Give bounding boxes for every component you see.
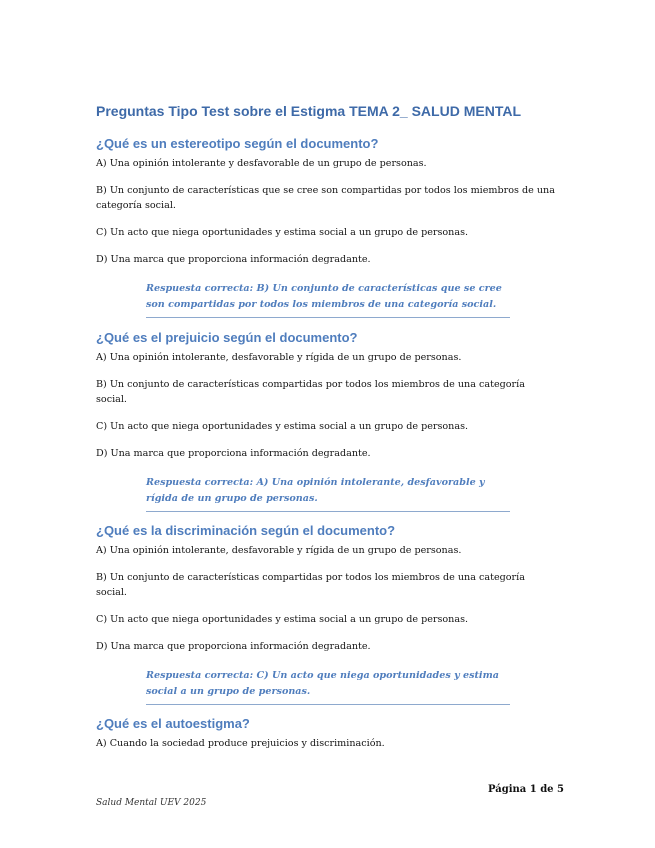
option-d: D) Una marca que proporciona información degradante. [96, 641, 371, 652]
correct-answer-text: Respuesta correcta: B) Un conjunto de características que se cree son compartidas por todos los miembros de una categoría social. [146, 283, 502, 310]
correct-answer-text: Respuesta correcta: A) Una opinión intolerante, desfavorable y rígida de un grupo de personas. [146, 477, 485, 504]
option-b: B) Un conjunto de características compartidas por todos los miembros de una categoría social. [96, 379, 525, 405]
page-number: Página 1 de 5 [488, 784, 564, 795]
question-block-4 [96, 716, 556, 763]
question-block-3 [96, 523, 556, 705]
option-c: C) Un acto que niega oportunidades y estima social a un grupo de personas. [96, 421, 469, 432]
option-d: D) Una marca que proporciona información degradante. [96, 448, 371, 459]
option-b: B) Un conjunto de características que se cree son compartidas por todos los miembros de una categoría social. [96, 185, 555, 211]
correct-answer-text: Respuesta correcta: C) Un acto que niega oportunidades y estima social a un grupo de personas. [146, 670, 499, 697]
question-heading: ¿Qué es un estereotipo según el documento? [96, 136, 379, 151]
correct-answer-box [146, 281, 510, 318]
option-a: A) Una opinión intolerante, desfavorable y rígida de un grupo de personas. [96, 545, 462, 556]
option-b: B) Un conjunto de características compartidas por todos los miembros de una categoría social. [96, 572, 525, 598]
question-heading: ¿Qué es el prejuicio según el documento? [96, 330, 358, 345]
footer-text: Salud Mental UEV 2025 [96, 798, 207, 808]
question-heading: ¿Qué es el autoestigma? [96, 716, 250, 731]
question-block-2 [96, 330, 556, 512]
option-d: D) Una marca que proporciona información degradante. [96, 254, 371, 265]
correct-answer-box [146, 475, 510, 512]
question-heading: ¿Qué es la discriminación según el documento? [96, 523, 396, 538]
option-c: C) Un acto que niega oportunidades y estima social a un grupo de personas. [96, 614, 469, 625]
option-c: C) Un acto que niega oportunidades y estima social a un grupo de personas. [96, 227, 469, 238]
option-a: A) Una opinión intolerante y desfavorable de un grupo de personas. [96, 158, 427, 169]
question-block-1 [96, 136, 556, 318]
option-a: A) Cuando la sociedad produce prejuicios y discriminación. [96, 738, 385, 749]
correct-answer-box [146, 668, 510, 705]
document-title: Preguntas Tipo Test sobre el Estigma TEMA 2_ SALUD MENTAL [96, 103, 521, 119]
option-a: A) Una opinión intolerante, desfavorable y rígida de un grupo de personas. [96, 352, 462, 363]
